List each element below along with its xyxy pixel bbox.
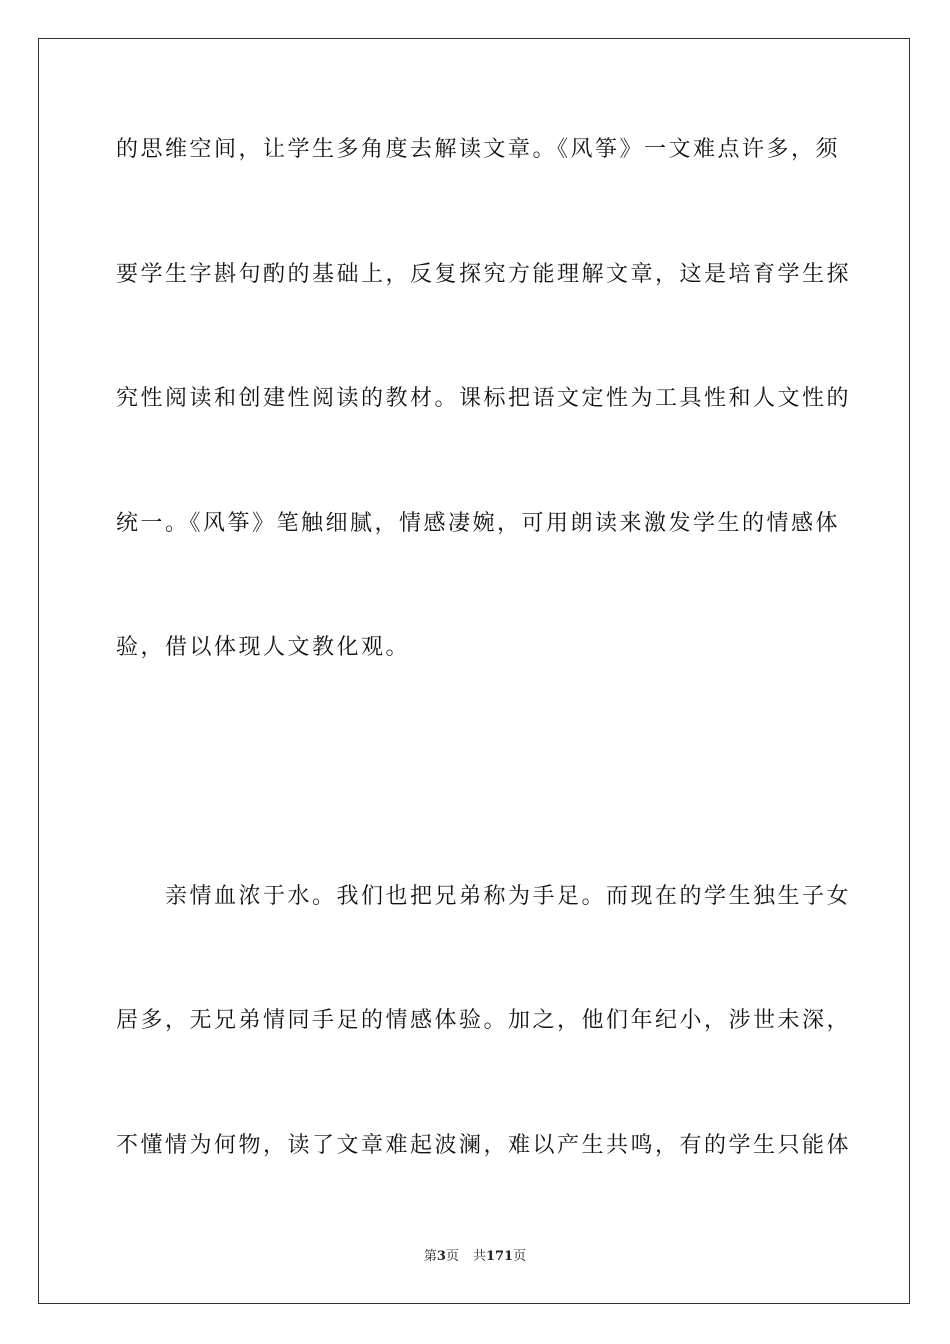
text-line: 居多，无兄弟情同手足的情感体验。加之，他们年纪小，涉世未深， [116,1008,852,1033]
text-line: 统一。《风筝》笔触细腻，情感凄婉，可用朗读来激发学生的情感体 [116,511,841,536]
total-pages: 171 [485,1249,514,1264]
text-line: 究性阅读和创建性阅读的教材。课标把语文定性为工具性和人文性的 [116,386,852,411]
page-prefix: 第 [423,1249,437,1264]
text-line: 验，借以体现人文教化观。 [116,635,411,660]
page-footer [0,1248,950,1266]
text-line: 要学生字斟句酌的基础上，反复探究方能理解文章，这是培育学生探 [116,262,852,287]
total-suffix: 页 [513,1249,527,1264]
page-suffix: 页 [445,1249,459,1264]
page-number: 3 [436,1249,446,1264]
total-prefix: 共 [472,1249,486,1264]
text-line: 亲情血浓于水。我们也把兄弟称为手足。而现在的学生独生子女 [165,884,852,909]
text-line: 不懂情为何物，读了文章难起波澜，难以产生共鸣，有的学生只能体 [116,1133,852,1158]
text-line: 的思维空间，让学生多角度去解读文章。《风筝》一文难点许多，须 [116,137,841,162]
page-border [38,38,910,1304]
